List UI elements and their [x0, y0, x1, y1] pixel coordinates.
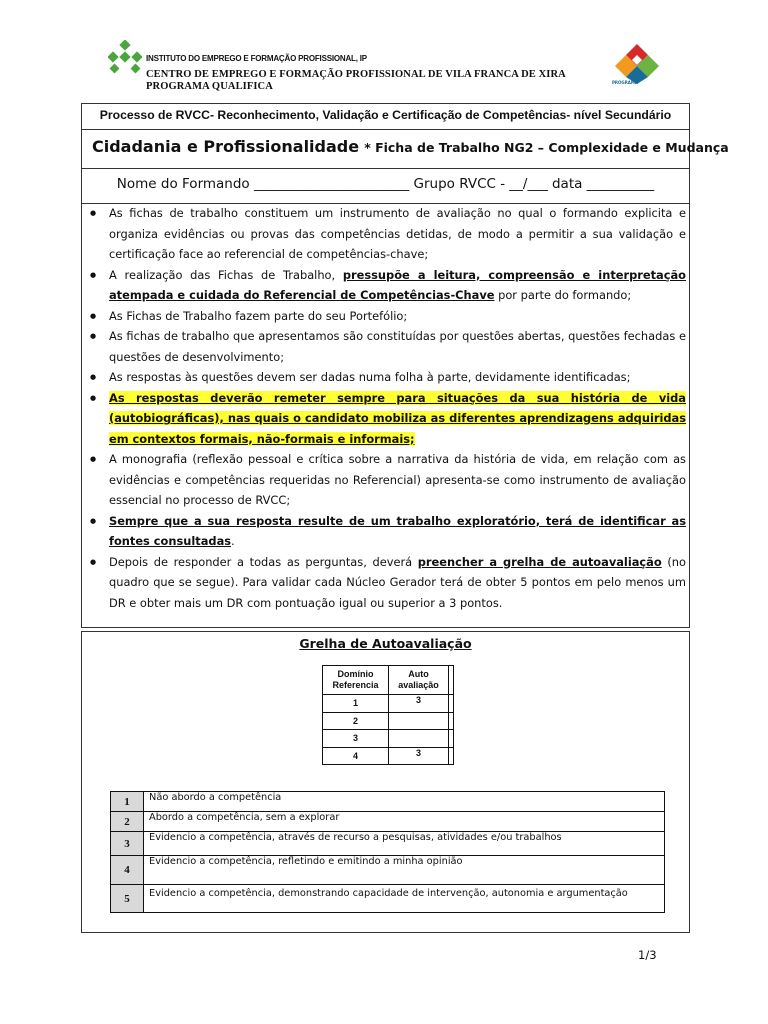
dominio-cell: 2 [323, 712, 389, 730]
scale-number: 1 [111, 792, 144, 812]
auto-cell[interactable] [389, 712, 449, 730]
list-item: ● Sempre que a sua resposta resulte de um trabalho exploratório, terá de identificar as fontes consultadas. [90, 511, 686, 552]
iefp-logo-icon [108, 40, 142, 74]
auto-cell[interactable] [389, 730, 449, 748]
worksheet-title [92, 137, 729, 156]
title-sub: * Ficha de Trabalho NG2 – Complexidade e Mudança [364, 140, 729, 155]
programme-name: PROGRAMA QUALIFICA [146, 81, 273, 92]
divider [82, 168, 689, 169]
scale-number: 3 [111, 832, 144, 856]
title-main: Cidadania e Profissionalidade [92, 137, 360, 156]
list-item: ● A realização das Fichas de Trabalho, pressupõe a leitura, compreensão e interpretação atempada e cuidada do Referencial de Competências-Chave por parte do formando; [90, 265, 686, 306]
scale-description: Evidencio a competência, através de recurso a pesquisas, atividades e/ou trabalhos [144, 832, 665, 856]
dominio-cell: 1 [323, 695, 389, 713]
list-item: ● As Fichas de Trabalho fazem parte do seu Portefólio; [90, 306, 686, 327]
table-row [323, 695, 454, 713]
table-row [111, 885, 665, 913]
process-title: Processo de RVCC- Reconhecimento, Validação e Certificação de Competências- nível Secundário [99, 108, 672, 122]
column-header-dominio: Domínio Referencia [323, 666, 389, 695]
scale-description: Evidencio a competência, demonstrando capacidade de intervenção, autonomia e argumentação [144, 885, 665, 913]
table-row [111, 792, 665, 812]
list-item: ● Depois de responder a todas as perguntas, deverá preencher a grelha de autoavaliação (no quadro que se segue). Para validar cada Núcleo Gerador terá de obter 5 pontos em pelo menos um DR e obter mais um DR com pontuação igual ou superior a 3 pontos. [90, 552, 686, 614]
dominio-cell: 3 [323, 730, 389, 748]
table-row [111, 832, 665, 856]
programa-logo-text: PROGRAMA [612, 80, 638, 85]
list-item: ● As respostas deverão remeter sempre para situações da sua história de vida (autobiográficas), nas quais o candidato mobiliza as diferentes aprendizagens adquiridas em contextos formais, não-formais e informais; [90, 388, 686, 450]
bullets-area [82, 204, 689, 627]
table-row [111, 812, 665, 832]
table-row [111, 856, 665, 885]
scale-description: Não abordo a competência [144, 792, 665, 812]
auto-cell[interactable]: 3 [389, 695, 449, 713]
list-item: ● As fichas de trabalho constituem um instrumento de avaliação no qual o formando explicita e organiza evidências ou provas das competências detidas, de modo a permitir a sua validação e certificação face ao referencial de competências-chave; [90, 204, 686, 265]
trainee-name-line[interactable]: Nome do Formando _______________________ Grupo RVCC - __/___ data __________ [116, 176, 655, 192]
auto-cell[interactable]: 3 [389, 747, 449, 765]
table-row [323, 712, 454, 730]
grelha-title: Grelha de Autoavaliação [299, 636, 472, 651]
scale-number: 2 [111, 812, 144, 832]
scale-description: Evidencio a competência, refletindo e emitindo a minha opinião [144, 856, 665, 885]
list-item: ● As fichas de trabalho que apresentamos são constituídas por questões abertas, questões fechadas e questões de desenvolvimento; [90, 326, 686, 367]
column-header-auto: Auto avaliação [389, 666, 449, 695]
instruction-list [90, 204, 686, 613]
table-row [323, 747, 454, 765]
institute-name: INSTITUTO DO EMPREGO E FORMAÇÃO PROFISSIONAL, IP [146, 54, 367, 63]
self-assessment-table [322, 665, 454, 765]
scale-number: 4 [111, 856, 144, 885]
scale-table [110, 791, 665, 913]
page-number: 1/3 [638, 948, 657, 962]
scale-number: 5 [111, 885, 144, 913]
list-item: ● A monografia (reflexão pessoal e crítica sobre a narrativa da história de vida, em relação com as evidências e competências requeridas no Referencial) apresenta-se como instrumento de avaliação essencial no processo de RVCC; [90, 449, 686, 511]
divider [82, 129, 689, 130]
dominio-cell: 4 [323, 747, 389, 765]
centre-name: CENTRO DE EMPREGO E FORMAÇÃO PROFISSIONAL DE VILA FRANCA DE XIRA [146, 69, 566, 80]
scale-description: Abordo a competência, sem a explorar [144, 812, 665, 832]
list-item: ● As respostas às questões devem ser dadas numa folha à parte, devidamente identificadas; [90, 367, 686, 388]
table-row [323, 730, 454, 748]
